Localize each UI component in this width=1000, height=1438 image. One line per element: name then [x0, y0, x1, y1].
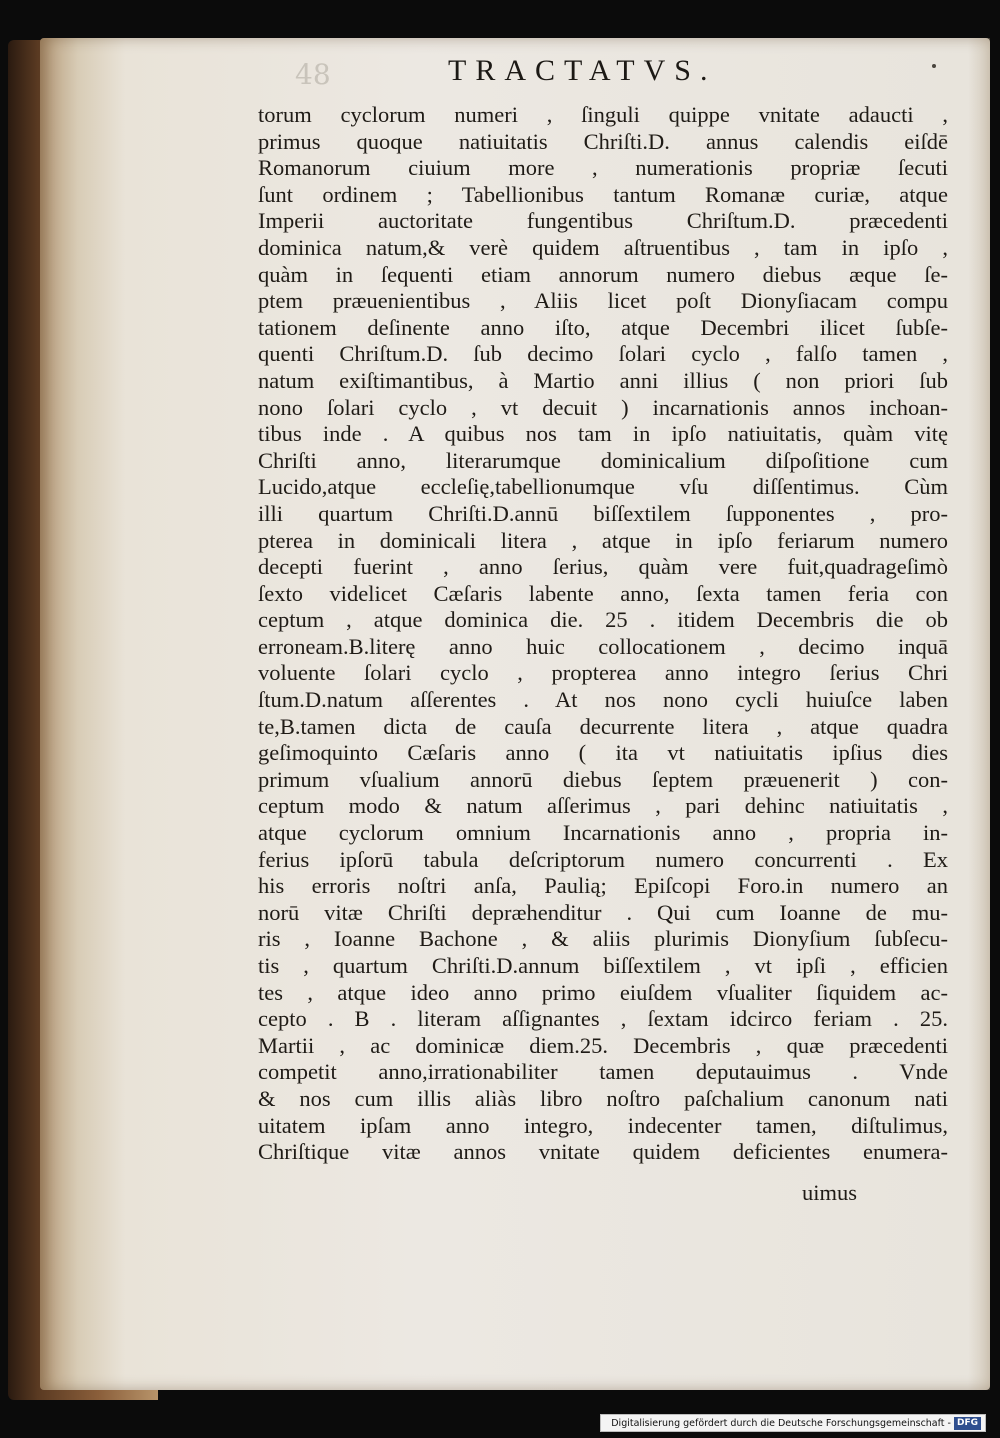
text-line: illi quartum Chriſti.D.annū biſſextilem ſupponentes , pro- — [258, 500, 948, 526]
text-line: atque cyclorum omnium Incarnationis anno , propria in- — [258, 820, 948, 846]
text-line: & nos cum illis aliàs libro noſtro paſchalium canonum nati — [258, 1085, 948, 1111]
text-line: geſimoquinto Cæſaris anno ( ita vt natiuitatis ipſius dies — [258, 740, 948, 766]
text-line: ris , Ioanne Bachone , & aliis plurimis Dionyſium ſubſecu- — [258, 926, 948, 952]
text-line: tis , quartum Chriſti.D.annum biſſextilem , vt ipſi , efficien — [258, 953, 948, 978]
text-line: decepti fuerint , anno ſerius, quàm vere fuit,quadrageſimò — [258, 554, 948, 580]
text-line: primus quoque natiuitatis Chriſti.D. annus calendis eiſdē — [258, 128, 948, 154]
dfg-logo-icon: DFG — [954, 1417, 981, 1430]
text-line: voluente ſolari cyclo , propterea anno integro ſerius Chri — [258, 660, 948, 686]
text-line: erroneam.B.literę anno huic collocationem , decimo inquā — [258, 633, 948, 659]
text-line: tes , atque ideo anno primo eiuſdem vſualiter ſiquidem ac- — [258, 979, 948, 1005]
footer-credit-text: Digitalisierung gefördert durch die Deutsche Forschungsgemeinschaft - — [611, 1417, 951, 1429]
text-line: te,B.tamen dicta de cauſa decurrente litera , atque quadra — [258, 713, 948, 739]
digitization-footer — [600, 1414, 986, 1432]
text-line: tationem deſinente anno iſto, atque Decembri ilicet ſubſe- — [258, 314, 948, 340]
text-line: ſexto videlicet Cæſaris labente anno, ſexta tamen feria con — [258, 580, 948, 606]
text-line: norū vitæ Chriſti depræhenditur . Qui cum Ioanne de mu- — [258, 899, 948, 925]
faint-page-number: 48 — [295, 58, 331, 91]
text-line: ſunt ordinem ; Tabellionibus tantum Romanæ curiæ, atque — [258, 181, 948, 207]
text-line: tibus inde . A quibus nos tam in ipſo natiuitatis, quàm vitę — [258, 421, 948, 447]
text-line: pterea in dominicali litera , atque in ipſo feriarum numero — [258, 527, 948, 553]
catchword: uimus — [802, 1180, 858, 1205]
text-line: competit anno,irrationabiliter tamen deputauimus . Vnde — [258, 1059, 948, 1085]
text-line: Romanorum ciuium more , numerationis propriæ ſecuti — [258, 155, 948, 181]
text-line: his erroris noſtri anſa, Paulią; Epiſcopi Foro.in numero an — [258, 873, 948, 899]
text-line: quenti Chriſtum.D. ſub decimo ſolari cyclo , falſo tamen , — [258, 341, 948, 367]
text-line: primum vſualium annorū diebus ſeptem præuenerit ) con- — [258, 766, 948, 792]
text-line: Imperii auctoritate fungentibus Chriſtum.D. præcedenti — [258, 208, 948, 234]
page-edge-shadow — [968, 38, 990, 1390]
book-page — [40, 38, 990, 1390]
main-text-block — [258, 102, 948, 1166]
running-header-title: TRACTATVS. — [448, 54, 717, 87]
text-line: cepto . B . literam aſſignantes , ſextam idcirco feriam . 25. — [258, 1006, 948, 1032]
text-line: Chriſti anno, literarumque dominicalium diſpoſitione cum — [258, 447, 948, 473]
text-line: quàm in ſequenti etiam annorum numero diebus æque ſe- — [258, 261, 948, 287]
text-line: nono ſolari cyclo , vt decuit ) incarnationis annos inchoan- — [258, 394, 948, 420]
text-line: ſtum.D.natum aſſerentes . At nos nono cycli huiuſce laben — [258, 687, 948, 713]
text-line: dominica natum,& verè quidem aſtruentibus , tam in ipſo , — [258, 234, 948, 260]
text-line: natum exiſtimantibus, à Martio anni illius ( non priori ſub — [258, 367, 948, 393]
ink-speck — [932, 64, 936, 68]
text-line: ptem præuenientibus , Aliis licet poſt Dionyſiacam compu — [258, 288, 948, 314]
text-line: ceptum , atque dominica die. 25 . itidem Decembris die ob — [258, 607, 948, 633]
text-line: uitatem ipſam anno integro, indecenter tamen, diſtulimus, — [258, 1112, 948, 1138]
text-line: Lucido,atque eccleſię,tabellionumque vſu diſſentimus. Cùm — [258, 474, 948, 500]
text-line: ferius ipſorū tabula deſcriptorum numero concurrenti . Ex — [258, 846, 948, 872]
text-line: ceptum modo & natum aſſerimus , pari dehinc natiuitatis , — [258, 793, 948, 819]
text-line: Martii , ac dominicæ diem.25. Decembris , quæ præcedenti — [258, 1032, 948, 1058]
text-line: Chriſtique vitæ annos vnitate quidem deficientes enumera- — [258, 1139, 948, 1165]
text-line: torum cyclorum numeri , ſinguli quippe vnitate adaucti , — [258, 102, 948, 127]
